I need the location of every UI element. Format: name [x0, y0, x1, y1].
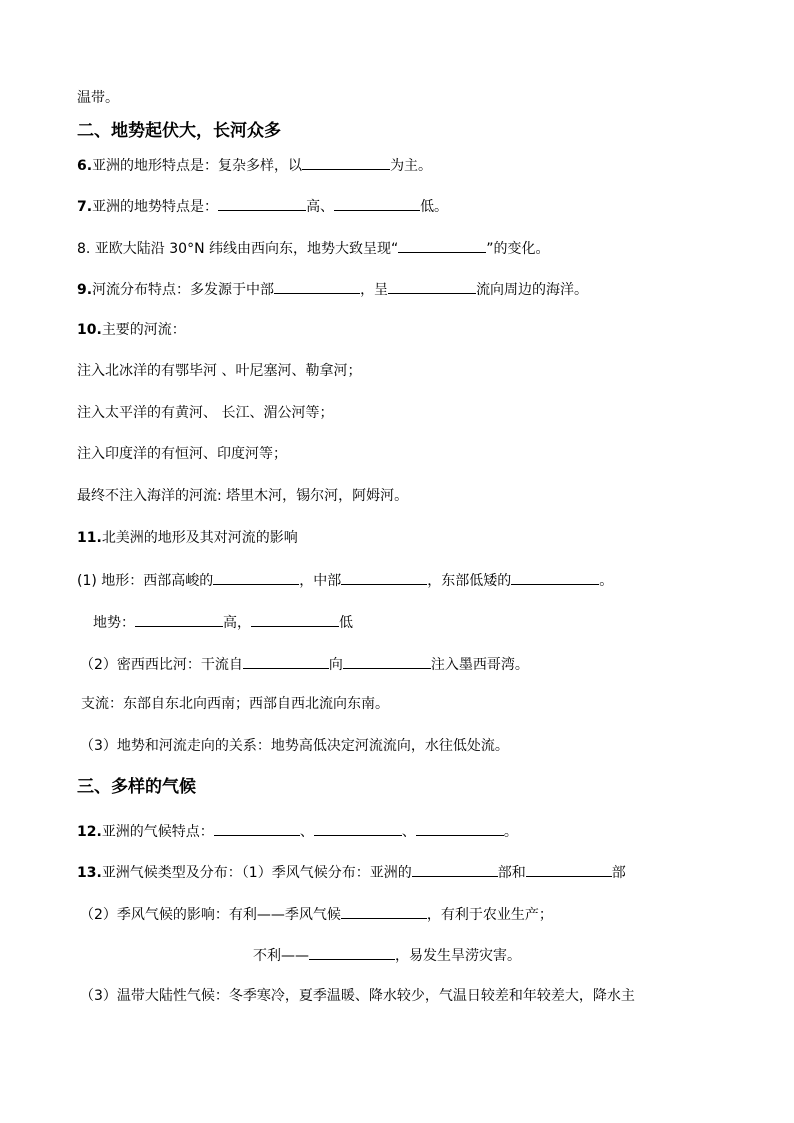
fill-blank[interactable] — [388, 278, 476, 294]
fill-blank[interactable] — [334, 195, 420, 211]
fill-blank[interactable] — [412, 861, 498, 877]
question-text: 流向周边的海洋。 — [476, 282, 589, 298]
question-text: 、 — [299, 824, 314, 840]
fill-blank[interactable] — [251, 611, 339, 627]
question-text: 。 — [503, 824, 518, 840]
question-number: 12. — [77, 824, 102, 840]
fill-blank[interactable] — [243, 653, 329, 669]
fill-blank[interactable] — [314, 820, 402, 836]
question-text: ”的变化。 — [486, 241, 550, 257]
fill-blank[interactable] — [218, 195, 306, 211]
fill-blank[interactable] — [416, 820, 504, 836]
question-13-part-3: （3）温带大陆性气候：冬季寒冷，夏季温暖、降水较少，气温日较差和年较差大，降水主 — [80, 988, 635, 1004]
fill-blank[interactable] — [274, 278, 360, 294]
question-11 — [77, 528, 298, 548]
question-11-terrain — [93, 611, 353, 633]
river-line: 最终不注入海洋的河流: 塔里木河，锡尔河，阿姆河。 — [77, 488, 409, 504]
question-text: ，有利于农业生产； — [426, 907, 553, 923]
question-text: 亚洲的地势特点是： — [92, 199, 219, 215]
question-text: 亚洲气候类型及分布：（1）季风气候分布：亚洲的 — [101, 865, 412, 881]
fill-blank[interactable] — [343, 653, 431, 669]
question-number: 13. — [77, 865, 102, 881]
question-number: 6. — [77, 158, 93, 174]
question-11-part-3: （3）地势和河流走向的关系：地势高低决定河流流向，水往低处流。 — [80, 738, 509, 754]
fill-blank[interactable] — [341, 903, 427, 919]
question-text: （2）季风气候的影响：有利——季风气候 — [80, 907, 341, 923]
fill-blank[interactable] — [213, 569, 299, 585]
fill-blank[interactable] — [341, 569, 427, 585]
section-heading: 三、多样的气候 — [77, 777, 196, 797]
question-9 — [77, 278, 588, 300]
question-number: 9. — [77, 282, 93, 298]
fill-blank[interactable] — [526, 861, 612, 877]
question-text: (1) 地形：西部高峻的 — [77, 573, 214, 589]
question-text: 高、 — [306, 199, 335, 215]
river-line: 注入太平洋的有黄河、 长江、湄公河等； — [77, 405, 334, 421]
question-13-part-2 — [80, 903, 553, 925]
question-6 — [77, 154, 432, 176]
fill-blank[interactable] — [511, 569, 599, 585]
question-number: 11. — [77, 530, 102, 546]
question-11-part-2 — [80, 653, 529, 675]
fill-blank[interactable] — [398, 237, 486, 253]
question-text: 地势： — [93, 615, 135, 631]
question-text: 高， — [223, 615, 251, 631]
question-12 — [77, 820, 518, 842]
question-text: 部 — [611, 865, 626, 881]
question-text: 主要的河流： — [101, 322, 186, 338]
question-text: 河流分布特点：多发源于中部 — [92, 282, 275, 298]
question-text: 亚洲的气候特点： — [101, 824, 214, 840]
question-text: 亚洲的地形特点是：复杂多样，以 — [92, 158, 303, 174]
question-text: 低。 — [420, 199, 449, 215]
text-line: 温带。 — [77, 90, 119, 106]
question-text: 8. 亚欧大陆沿 30°N 纬线由西向东，地势大致呈现“ — [77, 241, 399, 257]
question-11-part-1 — [77, 569, 613, 591]
question-text: 不利—— — [253, 948, 309, 964]
question-13-part-2b — [253, 944, 521, 966]
question-text: 向 — [328, 657, 343, 673]
question-text: 注入墨西哥湾。 — [430, 657, 529, 673]
question-8 — [77, 237, 550, 259]
question-text: ，中部 — [299, 573, 342, 589]
question-number: 10. — [77, 322, 102, 338]
question-text: 。 — [599, 573, 614, 589]
fill-blank[interactable] — [302, 154, 390, 170]
river-line: 注入印度洋的有恒河、印度河等； — [77, 446, 287, 462]
question-number: 7. — [77, 199, 93, 215]
question-text: 为主。 — [390, 158, 433, 174]
question-text: 低 — [339, 615, 353, 631]
fill-blank[interactable] — [309, 944, 395, 960]
question-text: ，易发生旱涝灾害。 — [395, 948, 521, 964]
question-13 — [77, 861, 626, 883]
fill-blank[interactable] — [135, 611, 223, 627]
question-text: ，呈 — [360, 282, 389, 298]
question-text: 北美洲的地形及其对河流的影响 — [101, 530, 298, 546]
river-line: 注入北冰洋的有鄂毕河 、叶尼塞河、勒拿河； — [77, 363, 362, 379]
question-text: 、 — [401, 824, 416, 840]
question-10 — [77, 320, 186, 340]
question-7 — [77, 195, 448, 217]
tributary-line: 支流：东部自东北向西南；西部自西北流向东南。 — [81, 696, 389, 712]
question-text: ，东部低矮的 — [427, 573, 512, 589]
section-heading: 二、地势起伏大，长河众多 — [77, 121, 281, 141]
fill-blank[interactable] — [214, 820, 300, 836]
question-text: （2）密西西比河：干流自 — [80, 657, 243, 673]
question-text: 部和 — [497, 865, 526, 881]
